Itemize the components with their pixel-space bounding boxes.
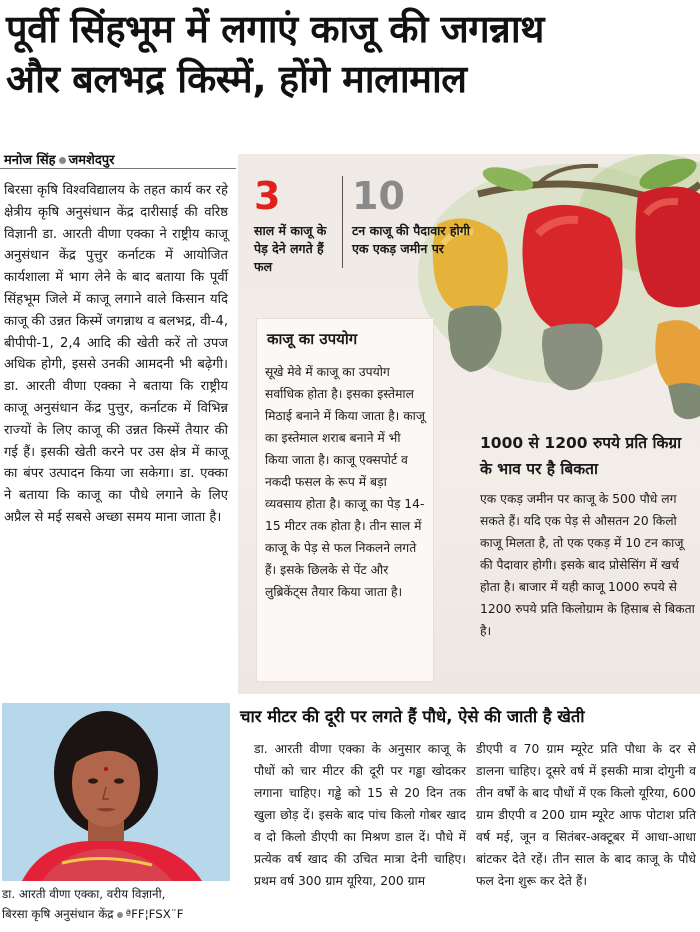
planting-section-title: चार मीटर की दूरी पर लगते हैं पौधे, ऐसे की जाती है खेती <box>240 707 585 726</box>
stat-years <box>254 176 338 276</box>
headline-line-2: और बलभद्र किस्में, होंगे मालामाल <box>6 57 467 101</box>
headline-line-1: पूर्वी सिंहभूम में लगाएं काजू की जगन्नाथ <box>6 7 544 51</box>
usage-box-title: काजू का उपयोग <box>267 330 358 348</box>
photo-caption <box>2 884 234 924</box>
stat-yield <box>352 176 472 258</box>
price-text: एक एकड़ जमीन पर काजू के 500 पौधे लग सकते हैं। यदि एक पेड़ से औसतन 20 किलो काजू मिलता है, तो एक एकड़ में 10 टन काजू की पैदावार होगी। इसके बाद प्रोसेसिंग में खर्च होता है। बाजार में यही काजू 1000 रुपये से 1200 रुपये प्रति किलोग्राम के हिसाब से बिकता है। <box>480 492 695 638</box>
price-section <box>480 430 696 642</box>
stat-years-number: 3 <box>254 174 281 218</box>
byline-author: मनोज सिंह <box>4 153 56 168</box>
caption-line-2: बिरसा कृषि अनुसंधान केंद्र <box>2 907 114 921</box>
price-title: 1000 से 1200 रुपये प्रति किग्रा के भाव पर है बिकता <box>480 434 682 478</box>
divider <box>0 168 236 169</box>
bullet-icon <box>117 912 123 918</box>
byline <box>4 150 114 168</box>
bullet-icon <box>59 157 66 164</box>
stat-divider <box>342 176 343 268</box>
stat-yield-number: 10 <box>352 174 405 218</box>
byline-place: जमशेदपुर <box>68 153 115 168</box>
planting-column-1: डा. आरती वीणा एक्का के अनुसार काजू के पौधों को चार मीटर की दूरी पर गड्ढा खोदकर लगाना चाहिए। गड्ढे को 15 से 20 दिन तक खुला छोड़ दें। इसके बाद पांच किलो गोबर खाद व दो किलो डीएपी का मिश्रण डाल दें। पौधे में प्रत्येक वर्ष खाद की उचित मात्रा देनी चाहिए। प्रथम वर्ष 300 ग्राम यूरिया, 200 ग्राम <box>254 742 466 888</box>
photo-credit: ªFF¦FSX¨F <box>125 907 184 921</box>
usage-box-text: सूखे मेवे में काजू का उपयोग सर्वाधिक होता है। इसका इस्तेमाल मिठाई बनाने में किया जाता है। काजू का इस्तेमाल शराब बनाने में भी किया जाता है। काजू एक्सपोर्ट व नकदी फसल के रूप में बड़ा व्यवसाय होता है। काजू का पेड़ 14-15 मीटर तक होता है। तीन साल में काजू के पेड़ से फल निकलने लगते हैं। इसके छिलके से पेंट और लुब्रिकेंट्स तैयार किया जाता है। <box>265 365 425 599</box>
caption-line-1: डा. आरती वीणा एक्का, वरीय विज्ञानी, <box>2 887 166 901</box>
scientist-photo <box>2 703 230 881</box>
headline <box>6 4 696 104</box>
usage-box <box>256 318 434 682</box>
stat-yield-label: टन काजू की पैदावार होगी एक एकड़ जमीन पर <box>352 223 471 256</box>
main-article-text: बिरसा कृषि विश्वविद्यालय के तहत कार्य कर रहे क्षेत्रीय कृषि अनुसंधान केंद्र दारीसाई की वरिष्ठ विज्ञानी डा. आरती वीणा एक्का ने राष्ट्रीय काजू अनुसंधान केंद्र पुत्तुर कर्नाटक में आयोजित कार्यशाला में भाग लेने के बाद बताया कि पूर्वी सिंहभूम जिले में काजू लगाने वाले किसान यदि काजू की उन्नत किस्में जगन्नाथ व बलभद्र, वी-4, बीपीपी-1, 2,4 आदि की खेती करें तो उपज अधिक होगी, इससे उनकी आमदनी भी बढ़ेगी। डा. आरती वीणा एक्का ने बताया कि राष्ट्रीय काजू अनुसंधान केंद्र पुत्तुर, कर्नाटक में विभिन्न राज्यों के लिए काजू की उन्नत किस्में तैयार की गई हैं। इसकी खेती करने पर उस क्षेत्र में काजू का बंपर उत्पादन किया जा सकेगा। डा. एक्का ने बताया कि काजू का पौधे लगाने के लिए अप्रैल से मई सबसे अच्छा समय माना जाता है। <box>4 183 228 525</box>
stat-years-label: साल में काजू के पेड़ देने लगते हैं फल <box>254 223 327 274</box>
planting-column-2: डीएपी व 70 ग्राम म्यूरेट प्रति पौधा के दर से डालना चाहिए। दूसरे वर्ष में इसकी मात्रा दोगुनी व तीन वर्षों के बाद पौधों में एक किलो यूरिया, 600 ग्राम डीएपी व 200 ग्राम म्यूरेट आफ पोटाश प्रति वर्ष मई, जून व सितंबर-अक्टूबर में आधा-आधा बांटकर देते रहें। तीन साल के बाद काजू के पौधे फल देना शुरू कर देते हैं। <box>476 742 696 888</box>
